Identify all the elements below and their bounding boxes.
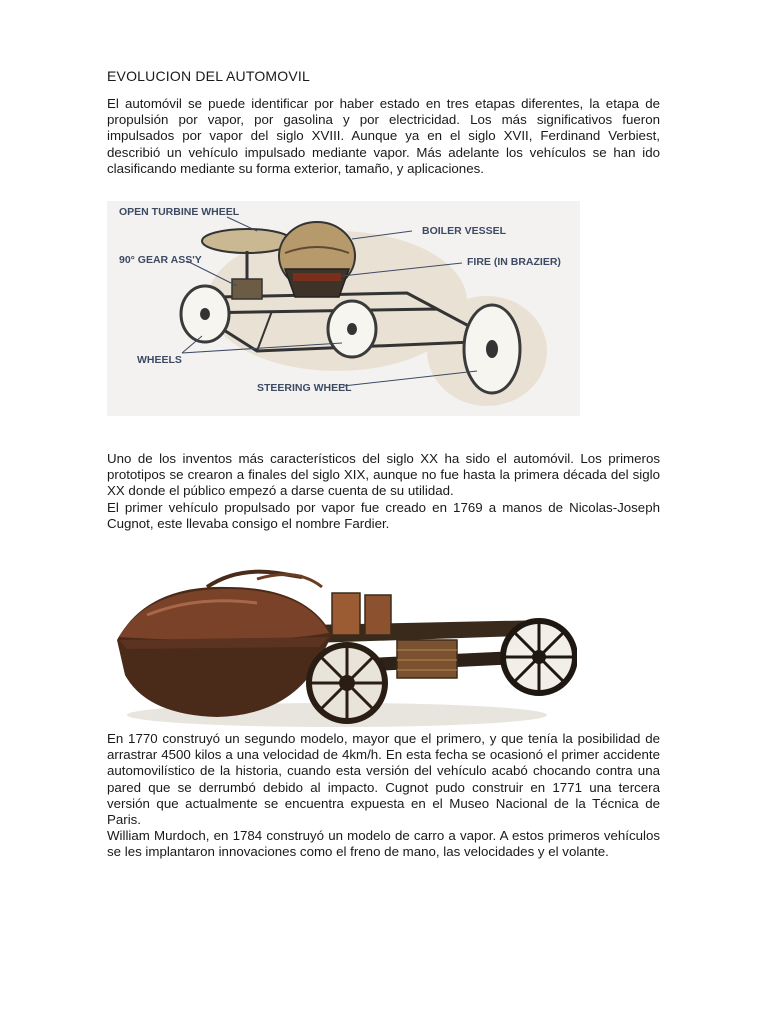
label-open-turbine-wheel: OPEN TURBINE WHEEL — [119, 206, 240, 218]
intro-paragraph — [107, 96, 660, 177]
verbiest-steam-vehicle-diagram — [107, 201, 580, 416]
label-wheels: WHEELS — [137, 354, 182, 366]
paragraph-text: El primer vehículo propulsado por vapor fue creado en 1769 a manos de Nicolas-Joseph Cugnot, este llevaba consigo el nombre Fardier. — [107, 499, 660, 531]
label-boiler-vessel: BOILER VESSEL — [422, 225, 507, 237]
document-title: EVOLUCION DEL AUTOMOVIL — [107, 68, 310, 84]
label-steering-wheel: STEERING WHEEL — [257, 382, 352, 394]
history-paragraph — [107, 451, 660, 532]
paragraph-text: En 1770 construyó un segundo modelo, mayor que el primero, y que tenía la posibilidad de arrastrar 4500 kilos a una velocidad de 4km/h. En esta fecha se ocasionó el primer accidente automovilístico de la historia, cuando esta versión del vehículo acabó chocando contra una pared que se derrumbó debido al impacto. Cugnot pudo construir en 1771 una tercera versión que actualmente se encuentra expuesta en el Museo Nacional de la Técnica de Paris. — [107, 731, 660, 828]
label-fire: FIRE (IN BRAZIER) — [467, 256, 561, 268]
paragraph-text: Uno de los inventos más característicos del siglo XX ha sido el automóvil. Los primeros prototipos se crearon a finales del siglo XIX, aunque no fue hasta la primera década del siglo XX donde el público empezó a darse cuenta de su utilidad. — [107, 451, 660, 499]
paragraph-text: William Murdoch, en 1784 construyó un modelo de carro a vapor. A estos primeros vehículos se les implantaron innovaciones como el freno de mano, las velocidades y el volante. — [107, 828, 660, 860]
label-gear-assy: 90° GEAR ASS'Y — [119, 254, 202, 266]
paragraph-text: El automóvil se puede identificar por haber estado en tres etapas diferentes, la etapa de propulsión por vapor, por gasolina y por electricidad. Los más significativos fueron impulsados por vapor del siglo XVIII. Aunque ya en el siglo XVII, Ferdinand Verbiest, describió un vehículo impulsado mediante vapor. Más adelante los vehículos se han ido clasificando mediante su forma exterior, tamaño, y aplicaciones. — [107, 96, 660, 176]
cugnot-fardier-photo — [107, 565, 577, 730]
cugnot-paragraph — [107, 731, 660, 861]
